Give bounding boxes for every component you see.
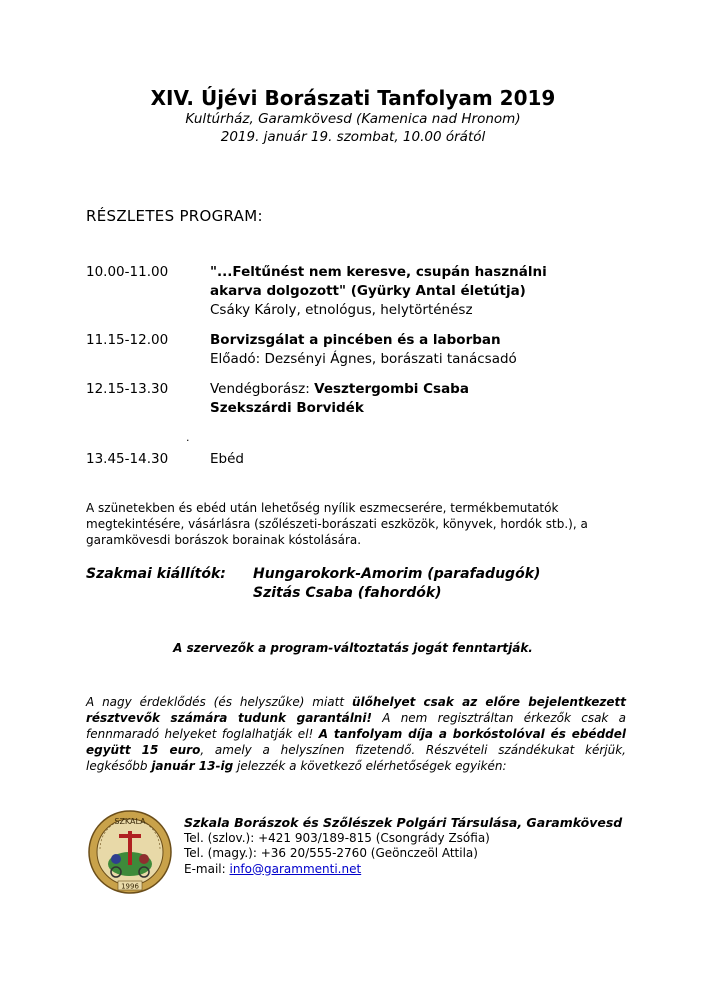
- phone-slovak: Tel. (szlov.): +421 903/189-815 (Csongrády Zsófia): [184, 830, 490, 845]
- document-title: XIV. Újévi Borászati Tanfolyam 2019: [150, 86, 556, 110]
- registration-text: jelezzék a következő elérhetőségek egyikén:: [233, 759, 507, 773]
- association-seal-icon: [86, 809, 174, 895]
- registration-fee: A tanfolyam díja a borkóstolóval és ebéddel együtt 15 euro: [86, 727, 626, 757]
- registration-paragraph: [86, 694, 626, 774]
- program-time: 10.00-11.00: [86, 264, 169, 280]
- program-title-cont: akarva dolgozott" (Gyürky Antal életútja): [210, 283, 526, 299]
- email-link[interactable]: info@garammenti.net: [229, 861, 362, 876]
- breaks-paragraph: A szünetekben és ebéd után lehetőség nyílik eszmecserére, termékbemutatók megtekintésére, vásárlásra (szőlészeti-borászati eszközök, könyvek, hordók stb.), a garamkövesdi borászok borainak kóstolására.: [86, 501, 588, 547]
- exhibitor-item: Hungarokork-Amorim (parafadugók): [253, 566, 541, 582]
- date-line: 2019. január 19. szombat, 10.00 órától: [220, 129, 486, 145]
- program-title: "...Feltűnést nem keresve, csupán használni: [210, 264, 547, 280]
- exhibitor-item: Szitás Csaba (fahordók): [253, 585, 442, 601]
- email-label: E-mail:: [184, 861, 230, 876]
- organizer-note: A szervezők a program-változtatás jogát fenntartják.: [173, 641, 533, 655]
- program-lunch: Ebéd: [210, 451, 244, 467]
- organizer-name: Szkala Borászok és Szőlészek Polgári Társulása, Garamkövesd: [184, 815, 623, 830]
- program-time: 13.45-14.30: [86, 451, 169, 467]
- program-region: Szekszárdi Borvidék: [210, 400, 364, 416]
- svg-text:1996: 1996: [121, 882, 139, 891]
- registration-deadline: január 13-ig: [151, 759, 234, 773]
- stray-dot: .: [186, 431, 190, 444]
- svg-text:SZKALA: SZKALA: [114, 817, 146, 826]
- registration-text: , amely a helyszínen fizetendő. Részvételi szándékukat kérjük, legkésőbb: [86, 743, 626, 773]
- program-guest: Vesztergombi Csaba: [314, 381, 469, 397]
- program-speaker: Előadó: Dezsényi Ágnes, borászati tanácsadó: [210, 351, 517, 367]
- contact-block: [184, 815, 622, 877]
- program-title: Borvizsgálat a pincében és a laborban: [210, 332, 501, 348]
- program-prefix: Vendégborász:: [210, 381, 315, 397]
- program-speaker: Csáky Károly, etnológus, helytörténész: [210, 302, 473, 318]
- program-time: 11.15-12.00: [86, 332, 169, 348]
- phone-hungarian: Tel. (magy.): +36 20/555-2760 (Geönczeöl Attila): [184, 846, 478, 860]
- registration-text: A nem regisztráltan érkezők csak a fennmaradó helyeket foglalhatják el!: [86, 711, 627, 741]
- exhibitors-label: Szakmai kiállítók:: [86, 566, 226, 582]
- program-heading: RÉSZLETES PROGRAM:: [86, 207, 263, 225]
- registration-emphasis: ülőhelyet csak az előre bejelentkezett résztvevők számára tudunk garantálni!: [86, 695, 626, 725]
- venue-line: Kultúrház, Garamkövesd (Kamenica nad Hronom): [185, 111, 521, 127]
- program-time: 12.15-13.30: [86, 381, 169, 397]
- registration-text: A nagy érdeklődés (és helyszűke) miatt: [86, 695, 352, 709]
